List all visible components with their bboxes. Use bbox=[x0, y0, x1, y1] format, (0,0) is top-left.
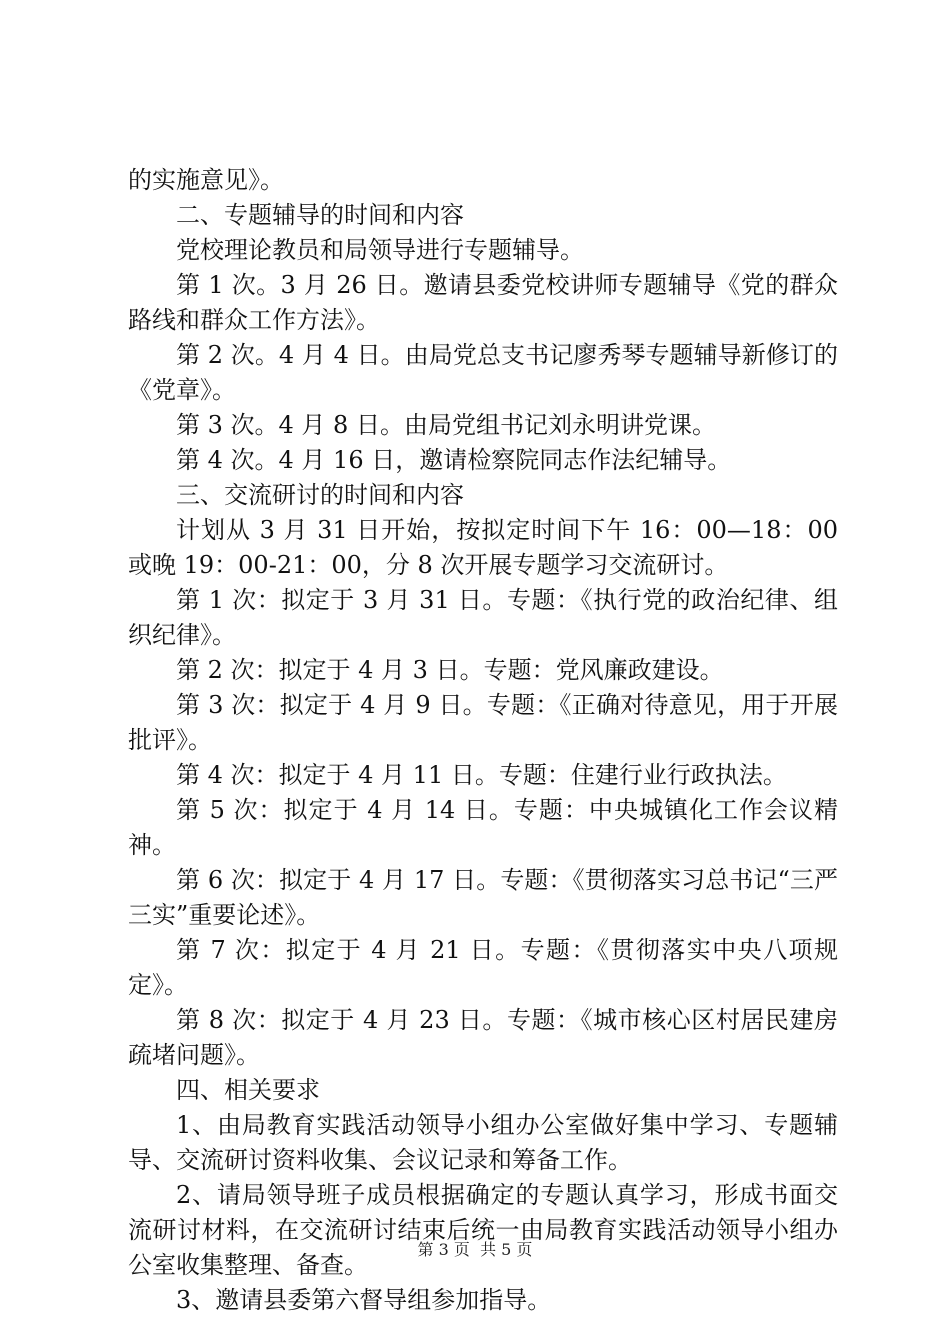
paragraph: 的实施意见》。 bbox=[128, 166, 284, 194]
paragraph: 二、专题辅导的时间和内容 bbox=[176, 201, 464, 229]
paragraph: 第 7 次：拟定于 4 月 21 日。专题：《贯彻落实中央八项规定》。 bbox=[128, 936, 838, 999]
paragraph: 计划从 3 月 31 日开始，按拟定时间下午 16：00—18：00 或晚 19：00-21：00，分 8 次开展专题学习交流研讨。 bbox=[128, 516, 838, 579]
paragraph: 2、请局领导班子成员根据确定的专题认真学习，形成书面交流研讨材料，在交流研讨结束后统一由局教育实践活动领导小组办公室收集整理、备查。 bbox=[128, 1181, 838, 1279]
paragraph: 第 4 次：拟定于 4 月 11 日。专题：住建行业行政执法。 bbox=[176, 761, 787, 789]
paragraph: 第 2 次：拟定于 4 月 3 日。专题：党风廉政建设。 bbox=[176, 656, 724, 684]
paragraph: 第 6 次：拟定于 4 月 17 日。专题：《贯彻落实习总书记“三严三实”重要论述》。 bbox=[128, 866, 838, 929]
document-body bbox=[128, 163, 838, 1318]
paragraph: 三、交流研讨的时间和内容 bbox=[176, 481, 464, 509]
page-number: 第 3 页 bbox=[417, 1240, 470, 1259]
page-footer bbox=[0, 1237, 950, 1260]
paragraph: 党校理论教员和局领导进行专题辅导。 bbox=[176, 236, 584, 264]
paragraph: 第 8 次：拟定于 4 月 23 日。专题：《城市核心区村居民建房疏堵问题》。 bbox=[128, 1006, 838, 1069]
paragraph: 四、相关要求 bbox=[176, 1076, 320, 1104]
paragraph: 1、由局教育实践活动领导小组办公室做好集中学习、专题辅导、交流研讨资料收集、会议记录和筹备工作。 bbox=[128, 1111, 838, 1174]
paragraph: 第 1 次。3 月 26 日。邀请县委党校讲师专题辅导《党的群众路线和群众工作方法》。 bbox=[128, 271, 838, 334]
paragraph: 第 1 次：拟定于 3 月 31 日。专题：《执行党的政治纪律、组织纪律》。 bbox=[128, 586, 838, 649]
paragraph: 第 4 次。4 月 16 日，邀请检察院同志作法纪辅导。 bbox=[176, 446, 732, 474]
page-total: 共 5 页 bbox=[480, 1240, 533, 1259]
paragraph: 第 3 次。4 月 8 日。由局党组书记刘永明讲党课。 bbox=[176, 411, 716, 439]
paragraph: 第 3 次：拟定于 4 月 9 日。专题：《正确对待意见，用于开展批评》。 bbox=[128, 691, 838, 754]
paragraph: 3、邀请县委第六督导组参加指导。 bbox=[176, 1286, 552, 1314]
paragraph: 第 5 次：拟定于 4 月 14 日。专题：中央城镇化工作会议精神。 bbox=[128, 796, 838, 859]
paragraph: 第 2 次。4 月 4 日。由局党总支书记廖秀琴专题辅导新修订的《党章》。 bbox=[128, 341, 838, 404]
